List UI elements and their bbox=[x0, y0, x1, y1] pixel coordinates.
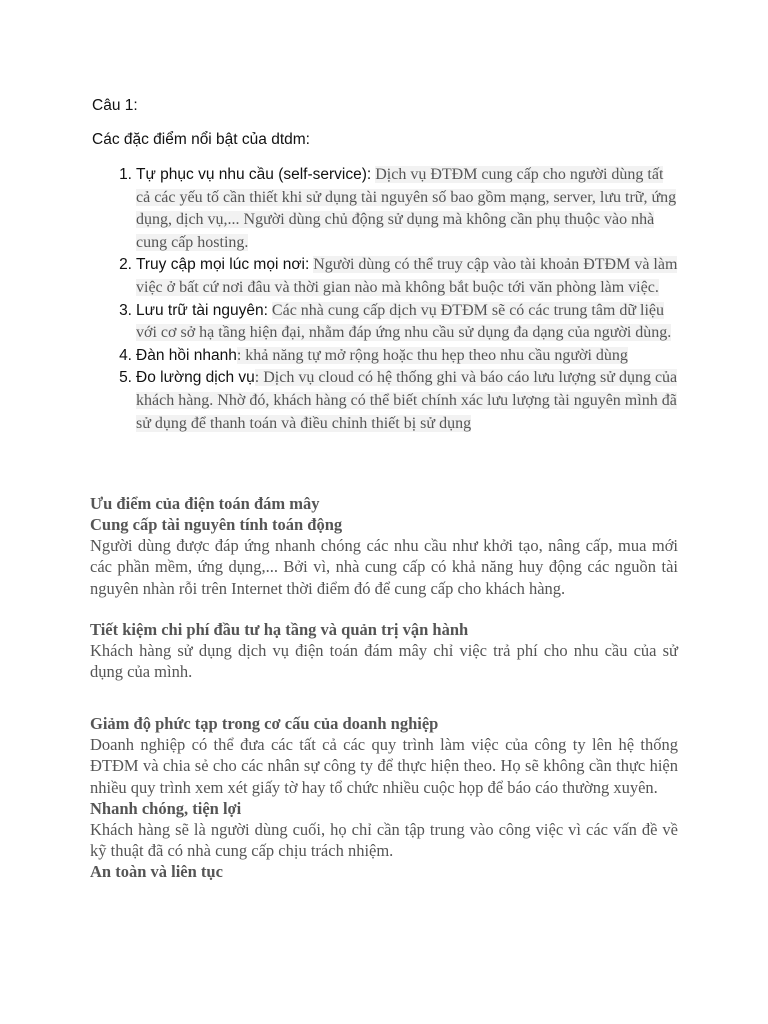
advantages-title: Ưu điểm của điện toán đám mây bbox=[90, 494, 320, 513]
list-item bbox=[100, 300, 680, 345]
section-heading: Cung cấp tài nguyên tính toán động bbox=[90, 515, 343, 534]
feature-description: Người dùng có thể truy cập vào tài khoản ĐTĐM và làm việc ở bất cứ nơi đâu và thời gian nào mà không bắt buộc tới văn phòng làm việc. bbox=[136, 256, 678, 296]
list-item bbox=[100, 254, 680, 299]
section-block bbox=[90, 713, 678, 882]
feature-description: : Dịch vụ cloud có hệ thống ghi và báo cáo lưu lượng sử dụng của khách hàng. Nhờ đó, khách hàng có thể biết chính xác lưu lượng tài nguyên mình đã sử dụng để thanh toán và điều chỉnh thiết bị sử dụng bbox=[136, 369, 678, 432]
list-number: 2. bbox=[119, 256, 132, 274]
section-heading: An toàn và liên tục bbox=[90, 862, 223, 882]
intro-line: Các đặc điểm nổi bật của dtdm: bbox=[92, 131, 310, 148]
section-body: Khách hàng sẽ là người dùng cuối, họ chỉ cần tập trung vào công việc vì các vấn đề về kỹ thuật đã có nhà cung cấp chịu trách nhiệm. bbox=[90, 819, 678, 861]
section-body: Doanh nghiệp có thể đưa các tất cả các quy trình làm việc của công ty lên hệ thống ĐTĐM và chia sẻ cho các nhân sự công ty để thực hiện theo. Họ sẽ không cần thực hiện nhiều quy trình xem xét giấy tờ hay tổ chức nhiều cuộc họp để báo cáo thường xuyên. bbox=[90, 735, 678, 797]
advantages-block bbox=[90, 493, 678, 599]
feature-term: Lưu trữ tài nguyên: bbox=[136, 301, 268, 319]
section-heading: Nhanh chóng, tiện lợi bbox=[90, 798, 242, 818]
section-heading: Giảm độ phức tạp trong cơ cấu của doanh nghiệp bbox=[90, 714, 439, 733]
list-number: 5. bbox=[119, 369, 132, 387]
feature-term: Đo lường dịch vụ bbox=[136, 369, 255, 387]
feature-term: Truy cập mọi lúc mọi nơi: bbox=[136, 256, 310, 274]
list-number: 1. bbox=[119, 166, 132, 183]
list-item bbox=[100, 367, 680, 435]
section-body: Khách hàng sử dụng dịch vụ điện toán đám mây chỉ việc trả phí cho nhu cầu của sử dụng của mình. bbox=[90, 641, 678, 682]
list-number: 4. bbox=[119, 346, 132, 364]
list-item bbox=[100, 345, 680, 368]
feature-term: Đàn hồi nhanh bbox=[136, 346, 237, 364]
feature-description: : khả năng tự mở rộng hoặc thu hẹp theo nhu cầu người dùng bbox=[236, 346, 628, 364]
section-block bbox=[90, 619, 678, 683]
section-body: Người dùng được đáp ứng nhanh chóng các nhu cầu như khởi tạo, nâng cấp, mua mới các phần mềm, ứng dụng,... Bởi vì, nhà cung cấp có khả năng huy động các nguồn tài nguyên nhàn rỗi trên Internet thời điểm đó để cung cấp cho khách hàng. bbox=[90, 536, 678, 598]
list-number: 3. bbox=[119, 301, 132, 319]
feature-description: Các nhà cung cấp dịch vụ ĐTĐM sẽ có các trung tâm dữ liệu với cơ sở hạ tầng hiện đại, nhằm đáp ứng nhu cầu sử dụng đa dạng của người dùng. bbox=[136, 301, 672, 342]
list-item bbox=[100, 164, 680, 254]
feature-description: Dịch vụ ĐTĐM cung cấp cho người dùng tất cả các yếu tố cần thiết khi sử dụng tài nguyên số bao gồm mạng, server, lưu trữ, ứng dụng, dịch vụ,... Người dùng chủ động sử dụng mà không cần phụ thuộc vào nhà cung cấp hosting. bbox=[136, 166, 677, 251]
feature-list bbox=[100, 164, 680, 435]
question-label: Câu 1: bbox=[92, 97, 138, 114]
section-heading: Tiết kiệm chi phí đầu tư hạ tầng và quản trị vận hành bbox=[90, 620, 469, 639]
feature-term: Tự phục vụ nhu cầu (self-service): bbox=[136, 166, 372, 183]
